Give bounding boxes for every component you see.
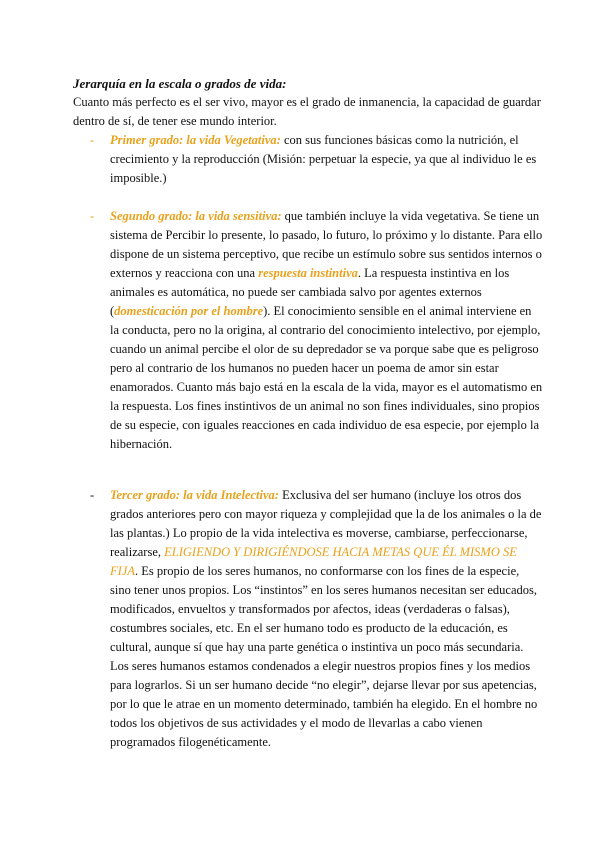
list-item-vegetativa (73, 131, 543, 188)
list-item-body (110, 131, 543, 188)
item-heading: Segundo grado: la vida sensitiva: (110, 209, 282, 223)
bullet-dash: - (90, 488, 95, 502)
highlight-metas: ELIGIENDO Y DIRIGIÉNDOSE HACIA METAS QUE ÉL MISMO SE FIJA (110, 545, 517, 578)
list-item-sensitiva (73, 207, 543, 454)
item-text: ). El conocimiento sensible en el animal interviene en la conducta, pero no la origina, al contrario del conocimiento intelectivo, por ejemplo, cuando un animal percibe el olor de su depredador se va porque sabe que es peligroso pero al contrario de los humanos no pueden hacer un poema de amor sin estar enamorados. Cuanto más bajo está en la escala de la vida, mayor es el automatismo en la respuesta. Los fines instintivos de un animal no son fines individuales, sino propios de su especie, con iguales reacciones en cada individuo de esa especie, por ejemplo la hibernación. (110, 304, 543, 451)
item-text: . Es propio de los seres humanos, no conformarse con los fines de la especie, sino tener unos propios. Los “instintos” en los seres humanos necesitan ser educados, modificados, envueltos y transformados por afectos, ideas (verdaderas o falsas), costumbres sociales, etc. En el ser humano todo es producto de la educación, es cultural, aunque sí que hay una parte genética o instintiva un poco más secundaria. Los seres humanos estamos condenados a elegir nuestros propios fines y los medios para lograrlos. Si un ser humano decide “no elegir”, dejarse llevar por sus apetencias, por lo que le atrae en un momento determinado, también ha elegido. En el hombre no todos los objetivos de sus actividades y el modo de llevarlas a cabo vienen programados filogenéticamente. (110, 564, 538, 749)
intro-paragraph: Cuanto más perfecto es el ser vivo, mayor es el grado de inmanencia, la capacidad de guardar dentro de sí, de tener ese mundo interior. (73, 95, 541, 128)
item-heading: Tercer grado: la vida Intelectiva: (110, 488, 279, 502)
item-text: Exclusiva del ser humano (incluye los otros dos grados anteriores pero con mayor riqueza y complejidad que la de los animales o la de las plantas.) Lo propio de la vida intelectiva es moverse, cambiarse, perfeccionarse, realizarse, (110, 488, 542, 559)
item-text: con sus funciones básicas como la nutrición, el crecimiento y la reproducción (Misión: perpetuar la especie, ya que al individuo le es imposible.) (110, 133, 537, 185)
item-text: que también incluye la vida vegetativa. Se tiene un sistema de Percibir lo presente, lo pasado, lo futuro, lo próximo y lo distante. Para ello dispone de un sistema perceptivo, que recibe un estímulo sobre sus sentidos internos o externos y reacciona con una (110, 209, 543, 280)
bullet-dash: - (90, 209, 95, 223)
highlight-domesticacion: domesticación por el hombre (114, 304, 264, 318)
bullet-dash: - (90, 133, 95, 147)
item-heading: Primer grado: la vida Vegetativa: (110, 133, 281, 147)
section-title: Jerarquía en la escala o grados de vida: (73, 76, 287, 91)
item-text: . La respuesta instintiva en los animales es automática, no puede ser cambiada salvo por agentes externos ( (110, 266, 510, 318)
list-item-body (110, 207, 543, 454)
highlight-respuesta-instintiva: respuesta instintiva (258, 266, 358, 280)
list-item-body (110, 486, 543, 752)
list-item-intelectiva (73, 486, 543, 752)
